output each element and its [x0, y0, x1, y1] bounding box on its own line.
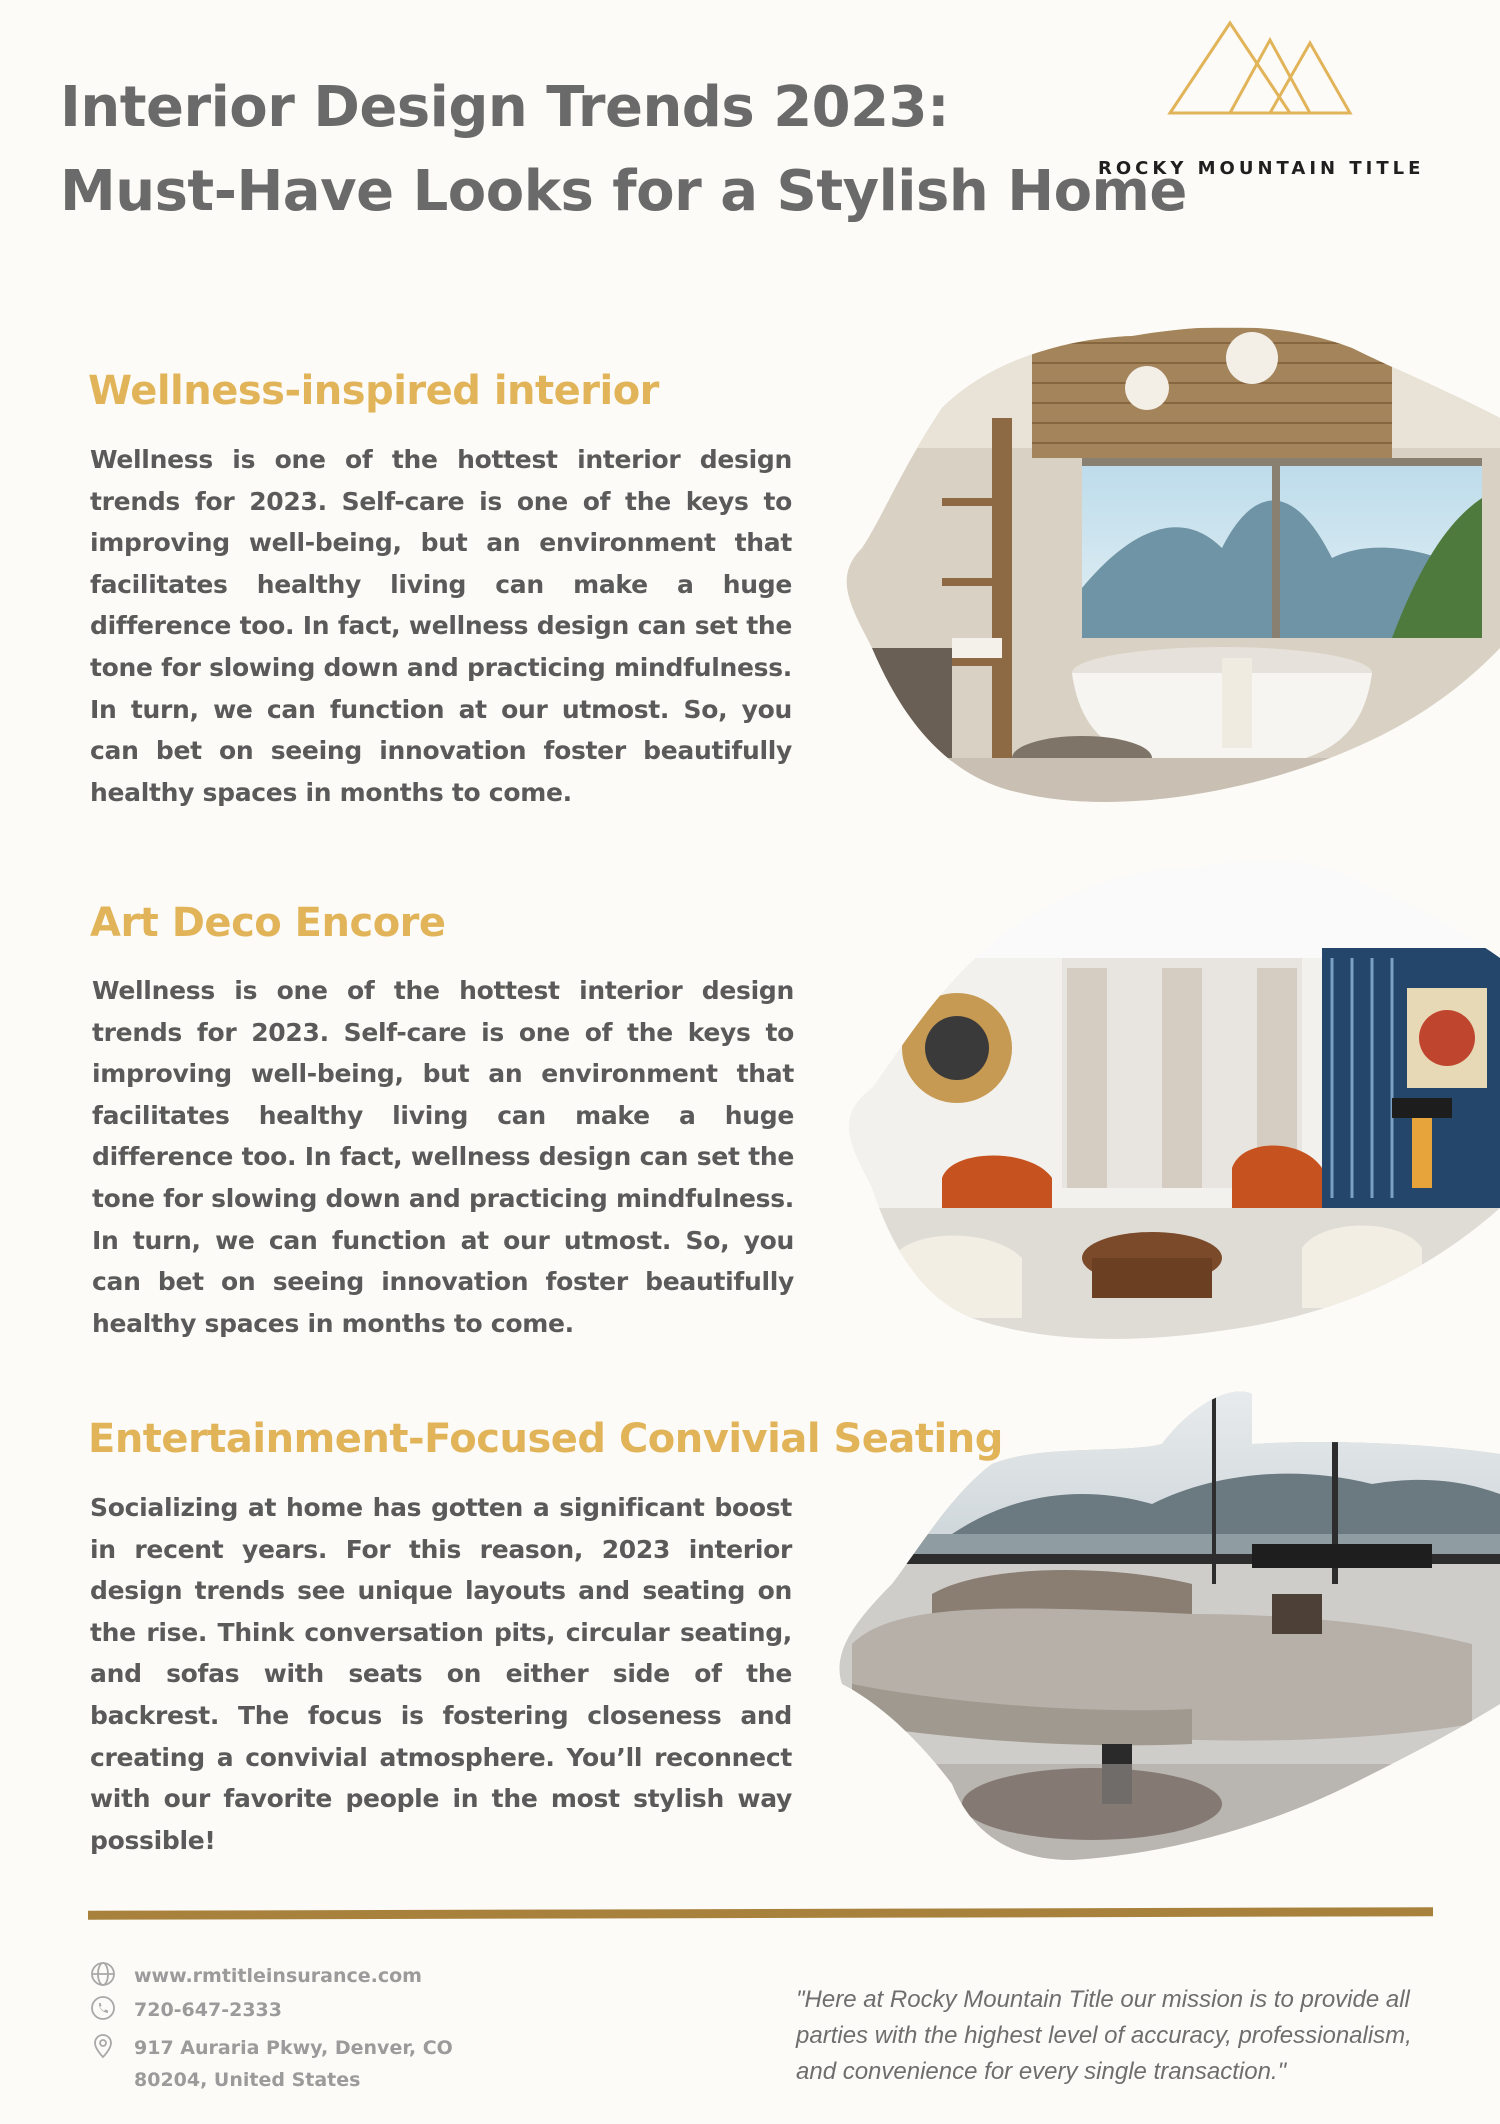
art-deco-living-room-photo — [832, 848, 1500, 1346]
section-body-art-deco: Wellness is one of the hottest interior design trends for 2023. Self-care is one of the keys to improving well-being, but an environment that facilitates healthy living can make a huge difference too. In fact, wellness design can set the tone for slowing down and practicing mindfulness. In turn, we can function at our utmost. So, you can bet on seeing innovation foster beautifully healthy spaces in months to come. — [92, 976, 794, 1338]
website-link[interactable]: www.rmtitleinsurance.com — [134, 1965, 422, 1987]
footer-divider — [88, 1907, 1433, 1920]
phone-number: 720-647-2333 — [134, 1999, 282, 2021]
mountain-triangles-icon — [1160, 18, 1380, 118]
phone-contact — [90, 1994, 282, 2026]
page-title-line-2: Must-Have Looks for a Stylish Home — [60, 159, 1187, 224]
address-line-1: 917 Auraria Pkwy, Denver, CO — [134, 2037, 453, 2059]
globe-icon — [90, 1961, 116, 1987]
section-body-convivial-seating: Socializing at home has gotten a significant boost in recent years. For this reason, 2023 interior design trends see unique layouts and seating on the rise. Think conversation pits, circular seating, and sofas with seats on either side of the backrest. The focus is fostering closeness and creating a convivial atmosphere. You’ll reconnect with our favorite people in the most stylish way possible! — [90, 1493, 792, 1855]
address-contact — [90, 2032, 453, 2096]
logo — [1090, 18, 1450, 179]
section-heading-convivial-seating: Entertainment-Focused Convivial Seating — [88, 1416, 1003, 1462]
section-heading-wellness: Wellness-inspired interior — [88, 368, 659, 414]
address-line-2: 80204, United States — [134, 2069, 361, 2091]
logo-text: ROCKY MOUNTAIN TITLE — [1098, 158, 1425, 179]
section-body-wellness: Wellness is one of the hottest interior design trends for 2023. Self-care is one of the keys to improving well-being, but an environment that facilitates healthy living can make a huge difference too. In fact, wellness design can set the tone for slowing down and practicing mindfulness. In turn, we can function at our utmost. So, you can bet on seeing innovation foster beautifully healthy spaces in months to come. — [90, 445, 792, 807]
section-heading-art-deco: Art Deco Encore — [90, 900, 446, 946]
website-contact — [90, 1960, 422, 1992]
bathroom-photo — [832, 318, 1500, 816]
page-title-line-1: Interior Design Trends 2023: — [60, 75, 949, 140]
location-pin-icon — [90, 2033, 116, 2059]
address — [134, 2032, 453, 2096]
mission-quote: "Here at Rocky Mountain Title our mission is to provide all parties with the highest level of accuracy, professionalism, and convenience for every single transaction." — [796, 1986, 1412, 2085]
phone-icon — [90, 1995, 116, 2021]
page-title — [60, 66, 1187, 234]
sectional-sofa-photo — [832, 1384, 1500, 1860]
